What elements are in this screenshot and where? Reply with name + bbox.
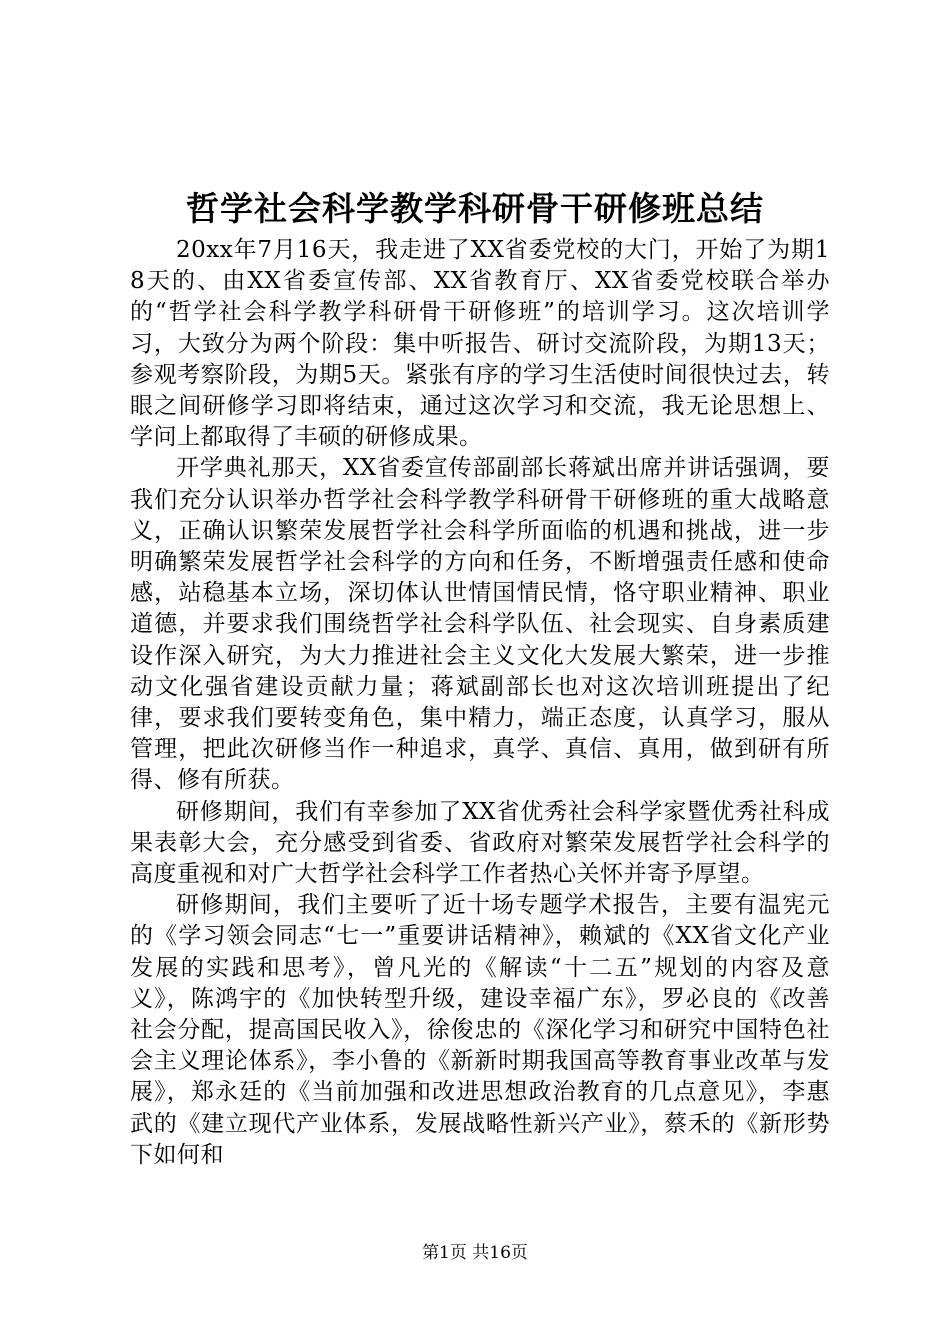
- paragraph-4: 研修期间，我们主要听了近十场专题学术报告，主要有温宪元的《学习领会同志“七一”重要讲话精神》，赖斌的《XX省文化产业发展的实践和思考》，曾凡光的《解读“十二五”规划的内容及意义》，陈鸿宇的《加快转型升级，建设幸福广东》，罗必良的《改善社会分配，提高国民收入》，徐俊忠的《深化学习和研究中国特色社会主义理论体系》，李小鲁的《新新时期我国高等教育事业改革与发展》，郑永廷的《当前加强和改进思想政治教育的几点意见》，李惠武的《建立现代产业体系，发展战略性新兴产业》，蔡禾的《新形势下如何和: [130, 892, 830, 1168]
- document-body: [130, 235, 830, 1171]
- page-number-footer: 第1页 共16页: [422, 1243, 528, 1263]
- paragraph-3: 研修期间，我们有幸参加了XX省优秀社会科学家暨优秀社科成果表彰大会，充分感受到省委、省政府对繁荣发展哲学社会科学的高度重视和对广大哲学社会科学工作者热心关怀并寄予厚望。: [130, 798, 830, 888]
- paragraph-2: 开学典礼那天，XX省委宣传部副部长蒋斌出席并讲话强调，要我们充分认识举办哲学社会科学教学科研骨干研修班的重大战略意义，正确认识繁荣发展哲学社会科学所面临的机遇和挑战，进一步明确繁荣发展哲学社会科学的方向和任务，不断增强责任感和使命感，站稳基本立场，深切体认世情国情民情，恪守职业精神、职业道德，并要求我们围绕哲学社会科学队伍、社会现实、自身素质建设作深入研究，为大力推进社会主义文化大发展大繁荣，进一步推动文化强省建设贡献力量；蒋斌副部长也对这次培训班提出了纪律，要求我们要转变角色，集中精力，端正态度，认真学习，服从管理，把此次研修当作一种追求，真学、真信、真用，做到研有所得、修有所获。: [130, 455, 830, 794]
- document-title: 哲学社会科学教学科研骨干研修班总结: [186, 189, 764, 228]
- paragraph-1: 20xx年7月16天，我走进了XX省委党校的大门，开始了为期18天的、由XX省委宣传部、XX省教育厅、XX省委党校联合举办的“哲学社会科学教学科研骨干研修班”的培训学习。这次培训学习，大致分为两个阶段：集中听报告、研讨交流阶段，为期13天；参观考察阶段，为期5天。紧张有序的学习生活使时间很快过去，转眼之间研修学习即将结束，通过这次学习和交流，我无论思想上、学问上都取得了丰硕的研修成果。: [130, 237, 830, 451]
